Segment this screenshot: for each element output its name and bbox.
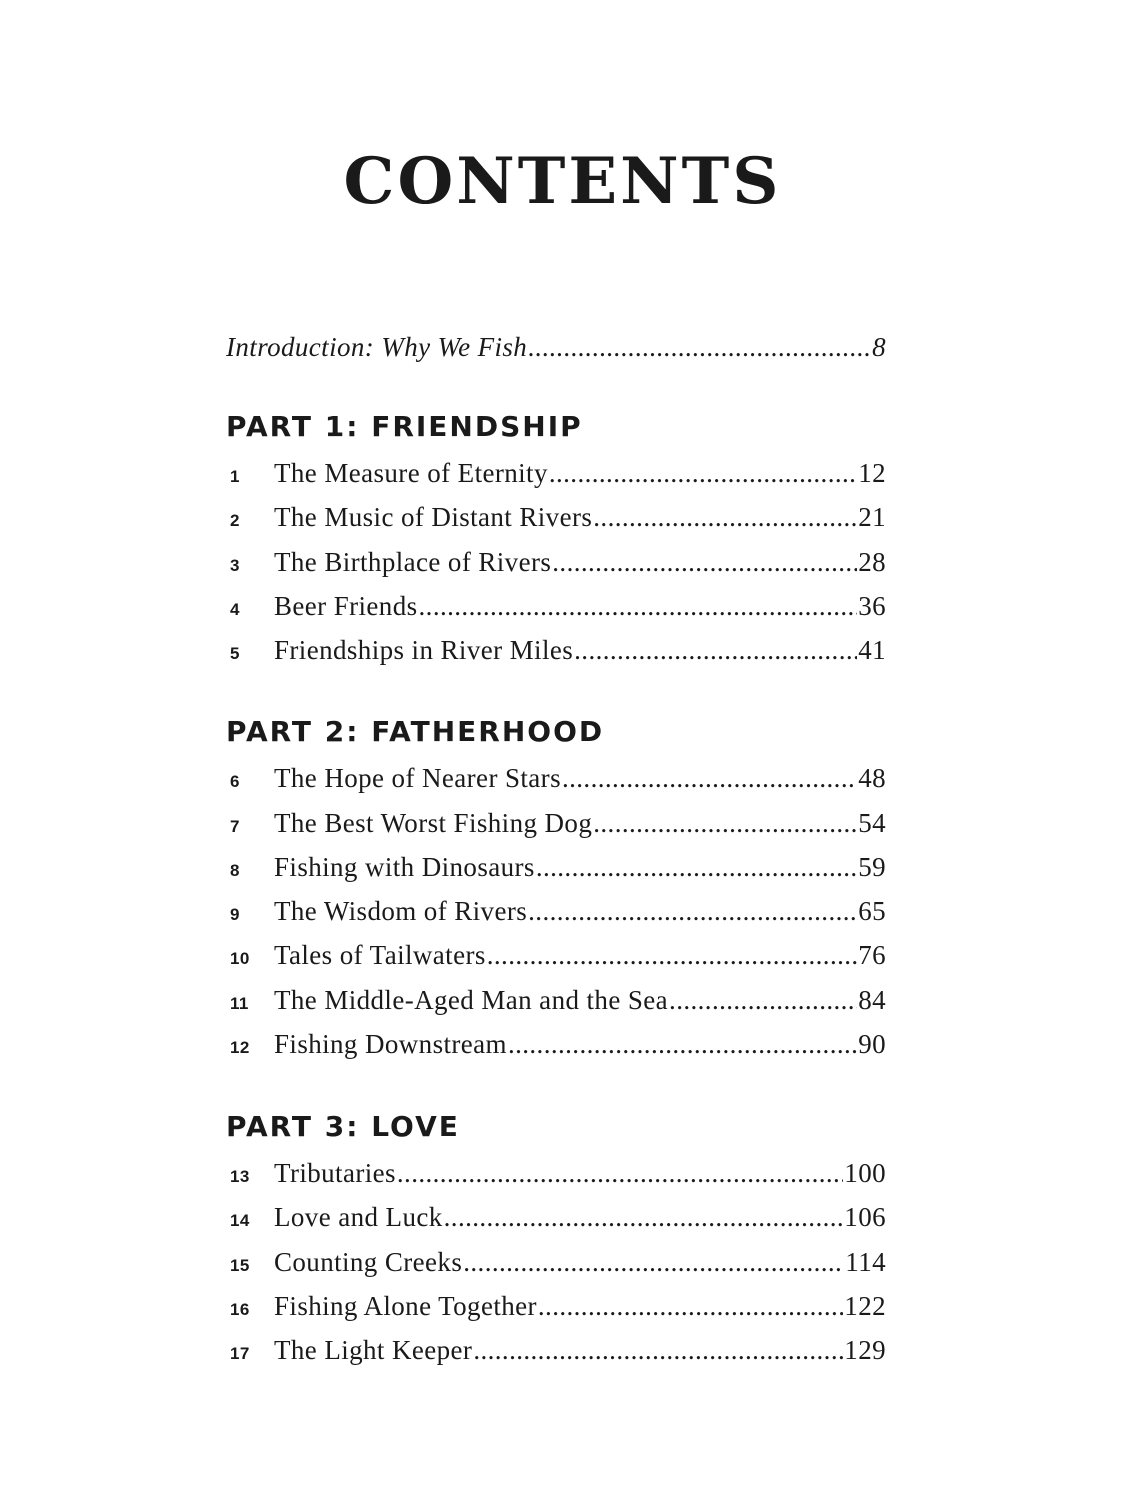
toc-entry[interactable] <box>226 1022 886 1066</box>
dot-leader <box>444 1195 844 1239</box>
toc-entry[interactable] <box>226 1328 886 1372</box>
toc-entry[interactable] <box>226 756 886 800</box>
dot-leader <box>508 1022 857 1066</box>
dot-leader <box>536 845 857 889</box>
toc-entry-introduction[interactable] <box>226 325 886 369</box>
chapter-number: 14 <box>230 1211 250 1230</box>
chapter-page: 122 <box>844 1291 886 1321</box>
part-heading: PART 3: LOVE <box>226 1110 460 1143</box>
chapter-page: 129 <box>844 1335 886 1365</box>
entry-page: 8 <box>872 332 886 362</box>
chapter-number: 12 <box>230 1038 250 1057</box>
chapter-number: 5 <box>230 644 240 663</box>
chapter-page: 48 <box>858 763 886 793</box>
toc-entry[interactable] <box>226 540 886 584</box>
toc-entry[interactable] <box>226 628 886 672</box>
toc-entry[interactable] <box>226 1284 886 1328</box>
chapter-page: 76 <box>858 940 886 970</box>
chapter-page: 84 <box>858 985 886 1015</box>
chapter-number: 3 <box>230 556 240 575</box>
chapter-title: Beer Friends <box>274 591 418 621</box>
dot-leader <box>593 801 857 845</box>
chapter-number: 8 <box>230 861 240 880</box>
chapter-number: 2 <box>230 511 240 530</box>
chapter-title: The Best Worst Fishing Dog <box>274 808 593 838</box>
chapter-title: Tributaries <box>274 1158 396 1188</box>
chapter-title: The Middle-Aged Man and the Sea <box>274 985 669 1015</box>
chapter-number: 16 <box>230 1300 250 1319</box>
chapter-title: Fishing Alone Together <box>274 1291 537 1321</box>
toc-entry[interactable] <box>226 933 886 977</box>
chapter-title: Friendships in River Miles <box>274 635 574 665</box>
toc-entry[interactable] <box>226 845 886 889</box>
chapter-number: 11 <box>230 994 249 1013</box>
chapter-number: 17 <box>230 1344 250 1363</box>
chapter-page: 54 <box>858 808 886 838</box>
chapter-title: The Hope of Nearer Stars <box>274 763 561 793</box>
dot-leader <box>419 584 858 628</box>
chapter-title: Fishing with Dinosaurs <box>274 852 535 882</box>
toc-entry[interactable] <box>226 584 886 628</box>
entry-title: Introduction: Why We Fish <box>226 332 528 362</box>
dot-leader <box>397 1151 843 1195</box>
chapter-page: 114 <box>845 1247 886 1277</box>
chapter-page: 90 <box>858 1029 886 1059</box>
dot-leader <box>528 325 871 369</box>
chapter-title: The Measure of Eternity <box>274 458 548 488</box>
chapter-number: 7 <box>230 817 240 836</box>
chapter-page: 36 <box>858 591 886 621</box>
dot-leader <box>549 451 857 495</box>
toc-entry[interactable] <box>226 801 886 845</box>
toc-entry[interactable] <box>226 978 886 1022</box>
chapter-title: The Light Keeper <box>274 1335 473 1365</box>
chapter-number: 6 <box>230 772 240 791</box>
chapter-number: 9 <box>230 905 240 924</box>
chapter-number: 10 <box>230 949 250 968</box>
dot-leader <box>552 540 857 584</box>
chapter-page: 21 <box>858 502 886 532</box>
dot-leader <box>574 628 857 672</box>
toc-entry[interactable] <box>226 1151 886 1195</box>
chapter-page: 100 <box>844 1158 886 1188</box>
dot-leader <box>669 978 857 1022</box>
dot-leader <box>562 756 857 800</box>
chapter-page: 28 <box>858 547 886 577</box>
chapter-number: 1 <box>230 467 240 486</box>
dot-leader <box>593 495 857 539</box>
chapter-title: The Birthplace of Rivers <box>274 547 552 577</box>
chapter-number: 4 <box>230 600 240 619</box>
dot-leader <box>487 933 857 977</box>
chapter-title: Tales of Tailwaters <box>274 940 486 970</box>
chapter-number: 15 <box>230 1256 250 1275</box>
chapter-title: Love and Luck <box>274 1202 443 1232</box>
dot-leader <box>473 1328 843 1372</box>
part-heading: PART 1: FRIENDSHIP <box>226 410 583 443</box>
chapter-page: 12 <box>858 458 886 488</box>
page-title: CONTENTS <box>343 144 782 219</box>
toc-entry[interactable] <box>226 451 886 495</box>
chapter-title: Counting Creeks <box>274 1247 463 1277</box>
chapter-page: 106 <box>844 1202 886 1232</box>
chapter-title: Fishing Downstream <box>274 1029 507 1059</box>
part-heading: PART 2: FATHERHOOD <box>226 715 605 748</box>
toc-entry[interactable] <box>226 1240 886 1284</box>
dot-leader <box>538 1284 843 1328</box>
toc-entry[interactable] <box>226 889 886 933</box>
chapter-page: 59 <box>858 852 886 882</box>
chapter-number: 13 <box>230 1167 250 1186</box>
chapter-page: 41 <box>858 635 886 665</box>
toc-entry[interactable] <box>226 495 886 539</box>
chapter-page: 65 <box>858 896 886 926</box>
chapter-title: The Music of Distant Rivers <box>274 502 593 532</box>
dot-leader <box>528 889 857 933</box>
chapter-title: The Wisdom of Rivers <box>274 896 528 926</box>
dot-leader <box>463 1240 844 1284</box>
toc-entry[interactable] <box>226 1195 886 1239</box>
